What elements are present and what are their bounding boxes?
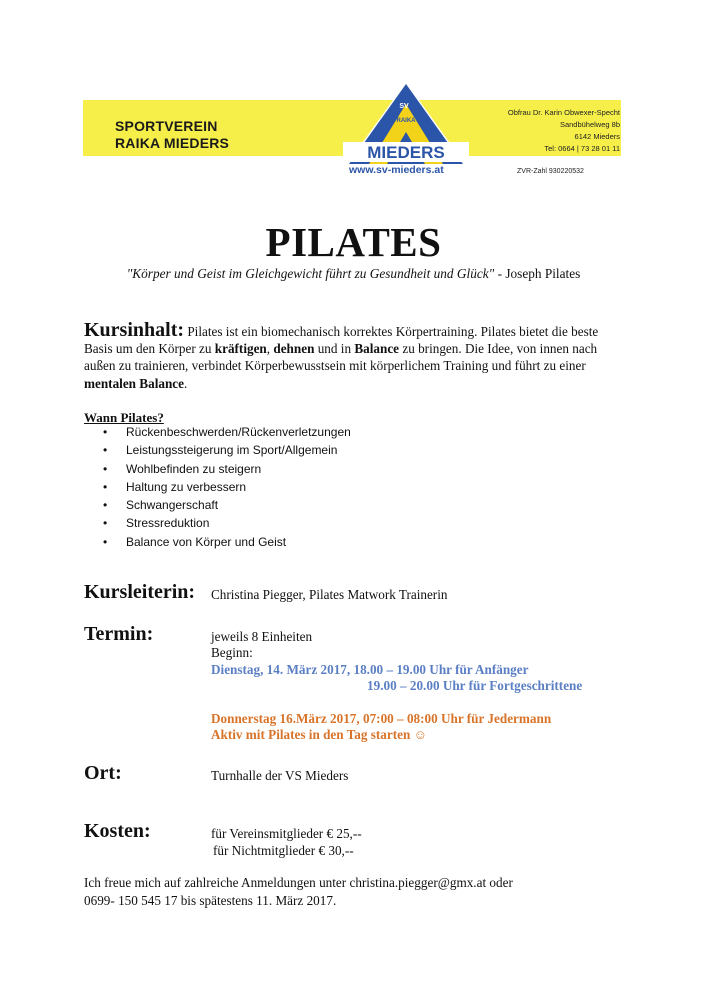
list-item: • Leistungssteigerung im Sport/Allgemein (96, 441, 351, 459)
address-line-1: Obfrau Dr. Karin Obwexer-Specht (507, 108, 620, 117)
kursinhalt-text-1: Pilates ist ein biomechanisch korrektes Körpertraining. Pilates bietet die beste Basis um den Körper zu (84, 324, 599, 357)
list-item: • Rückenbeschwerden/Rückenverletzungen (96, 423, 351, 441)
quote (0, 266, 707, 282)
club-name-line1: SPORTVEREIN (115, 118, 218, 134)
logo-town: MIEDERS (367, 143, 445, 162)
page-title: PILATES (265, 219, 442, 265)
kursinhalt-text-2: , (266, 341, 274, 357)
address-line-2: Sandbühelweg 8b (559, 120, 620, 129)
registration-note (84, 874, 644, 909)
kursinhalt-label: Kursinhalt: (84, 319, 185, 341)
club-logo (343, 80, 469, 166)
termin-line-1: jeweils 8 Einheiten (211, 629, 313, 644)
termin-motto: Aktiv mit Pilates in den Tag starten ☺ (211, 727, 428, 742)
kosten-nonmembers: für Nichtmitglieder € 30,-- (213, 843, 354, 858)
kursinhalt-bold-4: mentalen Balance (84, 375, 184, 391)
termin-beginner-slot: Dienstag, 14. März 2017, 18.00 – 19.00 Uhr für Anfänger (211, 662, 529, 677)
registration-line-2: 0699- 150 545 17 bis spätestens 11. März 2017. (84, 892, 337, 908)
address-line-3: 6142 Mieders (574, 132, 620, 141)
list-item: • Schwangerschaft (96, 496, 351, 514)
zvr-number: ZVR-Zahl 930220532 (517, 168, 584, 175)
termin-advanced-slot: 19.00 – 20.00 Uhr für Fortgeschrittene (367, 678, 583, 693)
termin-line-2: Beginn: (211, 645, 253, 660)
wann-list (96, 423, 351, 551)
kosten-members: für Vereinsmitglieder € 25,-- (211, 826, 362, 841)
termin-label: Termin: (84, 623, 154, 645)
kursinhalt-text-3: und in (314, 341, 355, 357)
registration-line-1: Ich freue mich auf zahlreiche Anmeldungen unter christina.piegger@gmx.at oder (84, 875, 513, 890)
quote-author: - Joseph Pilates (494, 266, 581, 281)
kursinhalt-text-5: . (184, 375, 188, 391)
kursinhalt-bold-2: dehnen (273, 341, 315, 357)
kursinhalt-bold-3: Balance (354, 341, 400, 357)
website-url: www.sv-mieders.at (349, 164, 444, 176)
list-item: • Stressreduktion (96, 514, 351, 532)
ort-value: Turnhalle der VS Mieders (211, 768, 349, 783)
club-name-line2: RAIKA MIEDERS (115, 135, 230, 151)
kosten-label: Kosten: (84, 820, 151, 842)
address-line-4: Tel: 0664 | 73 28 01 11 (544, 144, 620, 153)
quote-text: "Körper und Geist im Gleichgewicht führt zu Gesundheit und Glück" (126, 266, 495, 281)
logo-sv-letters: SV (399, 103, 409, 110)
ort-label: Ort: (84, 762, 122, 784)
kursinhalt-bold-1: kräftigen (214, 341, 267, 357)
kursinhalt-text-4: zu bringen. Die Idee, von innen nach außen zu trainieren, verbindet Körperbewusstsein mit körperlichem Training und führt zu einer (84, 341, 598, 374)
logo-raika: RAIKA (396, 118, 416, 124)
kursinhalt-paragraph (84, 319, 624, 392)
list-item: • Haltung zu verbessern (96, 478, 351, 496)
kursleiterin-label: Kursleiterin: (84, 581, 196, 603)
termin-everyone-slot: Donnerstag 16.März 2017, 07:00 – 08:00 Uhr für Jedermann (211, 711, 552, 726)
kursleiterin-value: Christina Piegger, Pilates Matwork Trainerin (211, 587, 448, 602)
list-item: • Balance von Körper und Geist (96, 533, 351, 551)
list-item: • Wohlbefinden zu steigern (96, 460, 351, 478)
wann-heading: Wann Pilates? (84, 410, 164, 425)
